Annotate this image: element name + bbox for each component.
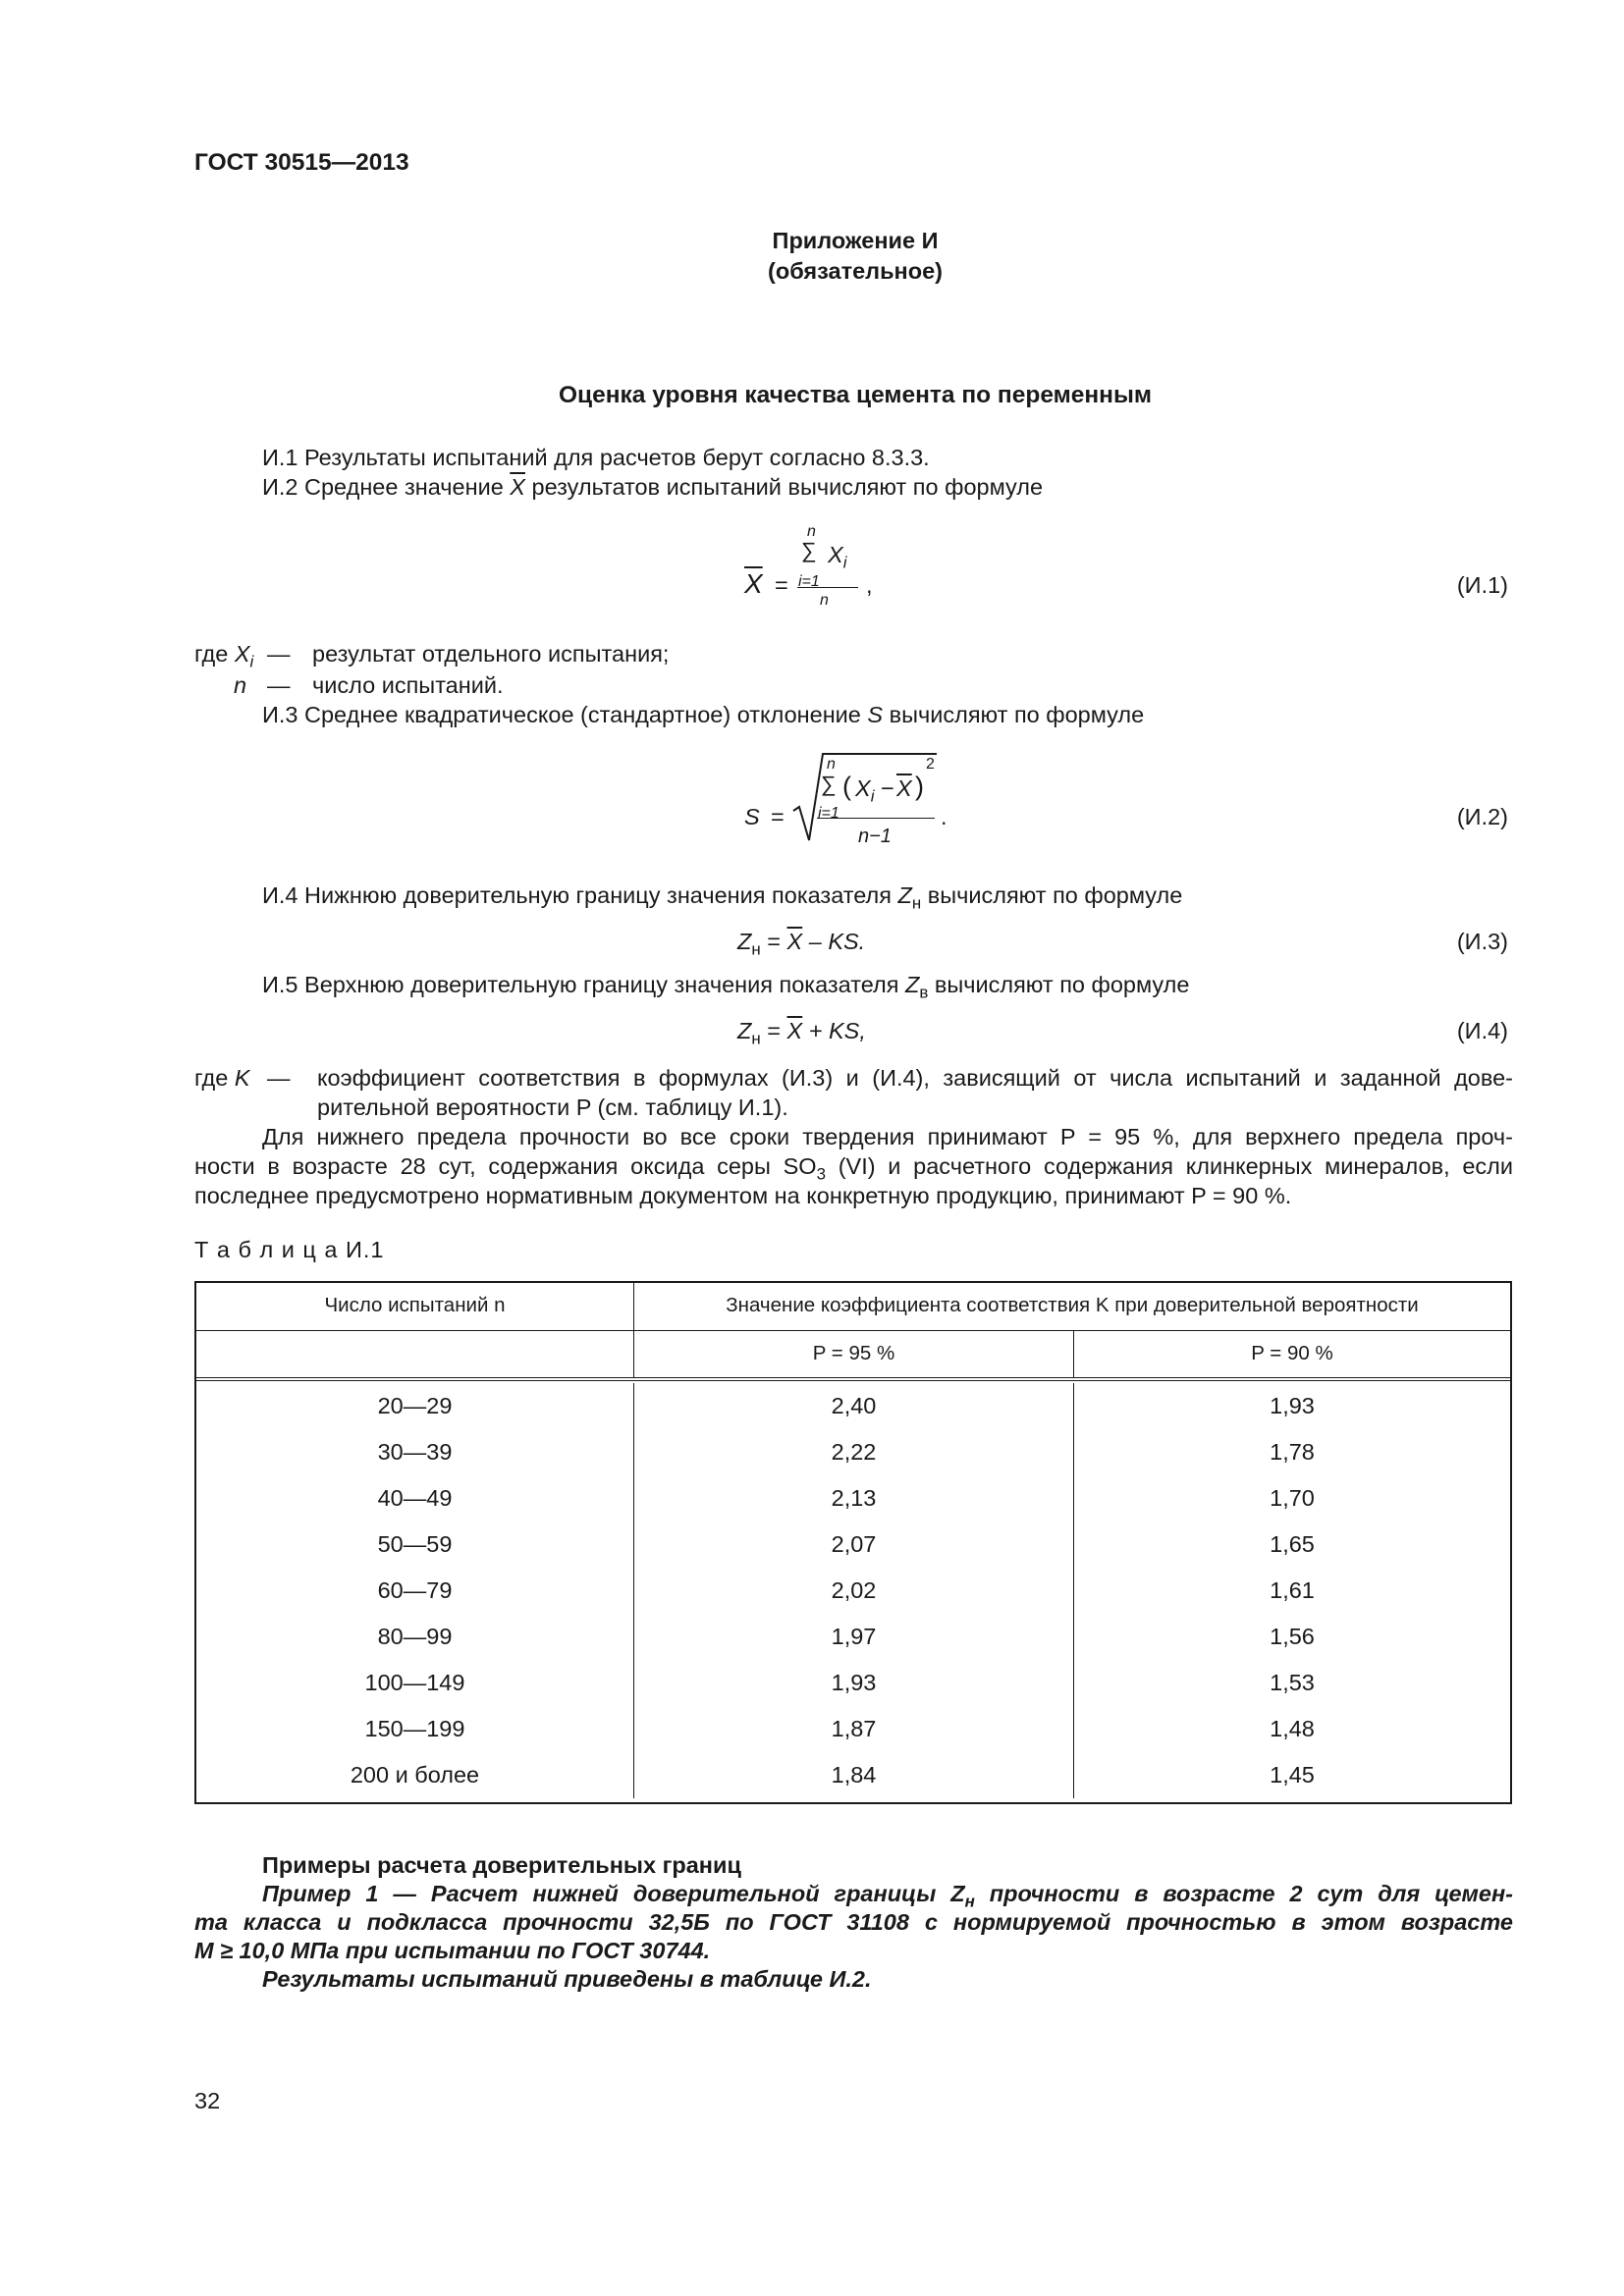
cell-count: 200 и более — [196, 1752, 634, 1798]
cell-count: 20—29 — [196, 1383, 634, 1429]
header-p95: P = 95 % — [634, 1331, 1074, 1377]
cell-k90: 1,53 — [1270, 1670, 1315, 1695]
where-line-xi: где $X_i$ — [194, 641, 254, 671]
where-k-dash: — — [267, 1065, 291, 1091]
formula-i1-term: $X_i$ — [828, 542, 847, 572]
where-dash-n: — — [267, 672, 291, 698]
table-row — [196, 1706, 1510, 1752]
formula-i2-minus: − — [881, 775, 894, 801]
table-caption: Т а б л и ц а И.1 — [194, 1237, 385, 1262]
cell-k90: 1,70 — [1270, 1485, 1315, 1511]
formula-i2-paren-open: ( — [842, 772, 851, 801]
header-test-count: Число испытаний n — [196, 1283, 634, 1330]
paragraph-i3: И.3 Среднее квадратическое (стандартное) отклонение S вычисляют по формуле — [262, 702, 1145, 727]
formula-i2-eq: = — [771, 804, 785, 829]
paragraph-i2-after: результатов испытаний вычисляют по формуле — [524, 474, 1044, 500]
formula-i2-trail: . — [941, 804, 947, 829]
cell-count: 150—199 — [196, 1706, 634, 1752]
probability-para-line3: последнее предусмотрено нормативным документом на конкретную продукцию, принимают P = 90 %. — [194, 1183, 1292, 1208]
formula-i4-number: (И.4) — [1456, 1018, 1508, 1043]
formula-i2-fraction-line — [817, 818, 935, 819]
mean-symbol: $\overline{X}$ — [510, 474, 525, 500]
formula-i1-sum-sign: ∑ — [801, 538, 817, 562]
page-number: 32 — [194, 2088, 221, 2113]
table-row — [196, 1522, 1510, 1568]
table-header-row-2 — [196, 1331, 1510, 1381]
where-k-label: где K — [194, 1065, 250, 1091]
cell-k95: 1,97 — [634, 1614, 1074, 1660]
paragraph-i2-before: И.2 Среднее значение — [262, 474, 511, 500]
table-body — [196, 1381, 1510, 1802]
paragraph-i5: И.5 Верхнюю доверительную границу значения показателя $Z_в$ вычисляют по формуле — [262, 972, 1190, 1002]
appendix-title: Приложение И — [772, 228, 939, 253]
example-1-line2: та класса и подкласса прочности 32,5Б по ГОСТ 31108 с нормируемой прочностью в этом возрасте — [194, 1909, 1513, 1935]
cell-k95: 2,13 — [634, 1475, 1074, 1522]
cell-k90: 1,45 — [1270, 1762, 1315, 1788]
header-coefficient-group: Значение коэффициента соответствия K при доверительной вероятности — [726, 1294, 1419, 1316]
formula-i2-denominator: n−1 — [858, 826, 892, 847]
where-sym-n: n — [234, 672, 247, 698]
cell-k90: 1,78 — [1270, 1439, 1315, 1465]
formula-i1-fraction-line — [797, 587, 858, 588]
where-dash-xi: — — [267, 641, 291, 667]
coefficient-table — [194, 1281, 1512, 1804]
cell-k95: 1,87 — [634, 1706, 1074, 1752]
table-header-row-1 — [196, 1283, 1510, 1331]
formula-i2-paren-close: ) — [915, 772, 924, 801]
cell-k95: 1,93 — [634, 1660, 1074, 1706]
table-row — [196, 1429, 1510, 1475]
formula-i3: $Z_н = \overline{X}$ – KS. — [737, 929, 866, 959]
cell-count: 100—149 — [196, 1660, 634, 1706]
probability-para-line1: Для нижнего предела прочности во все сроки твердения принимают P = 95 %, для верхнего предела проч- — [262, 1124, 1513, 1149]
where-text-n: число испытаний. — [312, 672, 504, 698]
cell-k90: 1,61 — [1270, 1577, 1315, 1603]
appendix-status: (обязательное) — [768, 258, 943, 284]
formula-i2-lhs: S — [744, 804, 760, 829]
cell-k95: 2,22 — [634, 1429, 1074, 1475]
where-k-line1: коэффициент соответствия в формулах (И.3) и (И.4), зависящий от числа испытаний и заданной дове- — [317, 1065, 1513, 1091]
cell-k95: 2,02 — [634, 1568, 1074, 1614]
table-row — [196, 1614, 1510, 1660]
cell-count: 50—59 — [196, 1522, 634, 1568]
paragraph-i1: И.1 Результаты испытаний для расчетов берут согласно 8.3.3. — [262, 445, 930, 470]
cell-k90: 1,65 — [1270, 1531, 1315, 1557]
formula-i1-number: (И.1) — [1456, 572, 1508, 598]
paragraph-i4: И.4 Нижнюю доверительную границу значения показателя $Z_н$ вычисляют по формуле — [262, 882, 1183, 913]
formula-i2-xbar: $\overline{X}$ — [896, 775, 912, 801]
table-row — [196, 1752, 1510, 1798]
cell-k90: 1,93 — [1270, 1393, 1315, 1418]
example-1-line1: Пример 1 — Расчет нижней доверительной границы $Z_н$ прочности в возрасте 2 сут для цемен- — [262, 1881, 1513, 1911]
where-k-line2: рительной вероятности P (см. таблицу И.1). — [317, 1095, 788, 1120]
examples-title: Примеры расчета доверительных границ — [262, 1852, 741, 1878]
formula-i1-lhs: $\overline{X}$ — [744, 568, 763, 599]
formula-i2-x: $X_i$ — [855, 775, 875, 806]
cell-count: 80—99 — [196, 1614, 634, 1660]
formula-i1-eq: = — [775, 572, 788, 598]
cell-k90: 1,48 — [1270, 1716, 1315, 1741]
cell-k95: 1,84 — [634, 1752, 1074, 1798]
formula-i2-power: 2 — [926, 756, 935, 773]
formula-i1-sum-top: n — [807, 523, 816, 540]
formula-i2-sum-top: n — [827, 756, 836, 773]
cell-k95: 2,40 — [634, 1383, 1074, 1429]
formula-i3-number: (И.3) — [1456, 929, 1508, 954]
table-row — [196, 1660, 1510, 1706]
cell-count: 30—39 — [196, 1429, 634, 1475]
cell-k90: 1,56 — [1270, 1624, 1315, 1649]
where-text-xi: результат отдельного испытания; — [312, 641, 670, 667]
formula-i2-number: (И.2) — [1456, 804, 1508, 829]
cell-count: 40—49 — [196, 1475, 634, 1522]
header-p90: P = 90 % — [1251, 1342, 1333, 1364]
cell-count: 60—79 — [196, 1568, 634, 1614]
cell-k95: 2,07 — [634, 1522, 1074, 1568]
table-row — [196, 1475, 1510, 1522]
header-empty-cell — [196, 1331, 634, 1377]
example-1-line3: М ≥ 10,0 МПа при испытании по ГОСТ 30744. — [194, 1938, 711, 1963]
paragraph-i2 — [262, 472, 1043, 502]
document-code: ГОСТ 30515—2013 — [194, 149, 409, 176]
table-row — [196, 1383, 1510, 1429]
formula-i2-sum-sign: ∑ — [821, 772, 837, 796]
formula-i1-trail: , — [866, 572, 873, 598]
table-row — [196, 1568, 1510, 1614]
formula-i2-sum-bottom: i=1 — [818, 805, 839, 822]
formula-i1-sum-bottom: i=1 — [798, 573, 820, 590]
probability-para-line2: ности в возрасте 28 сут, содержания оксида серы $SO_3$ (VI) и расчетного содержания клинкерных минералов, если — [194, 1153, 1513, 1184]
example-results: Результаты испытаний приведены в таблице И.2. — [262, 1966, 872, 1992]
section-title: Оценка уровня качества цемента по переменным — [558, 382, 1153, 408]
formula-i1-denominator: n — [820, 592, 829, 609]
formula-i4: $Z_н = \overline{X}$ + KS, — [737, 1018, 866, 1048]
